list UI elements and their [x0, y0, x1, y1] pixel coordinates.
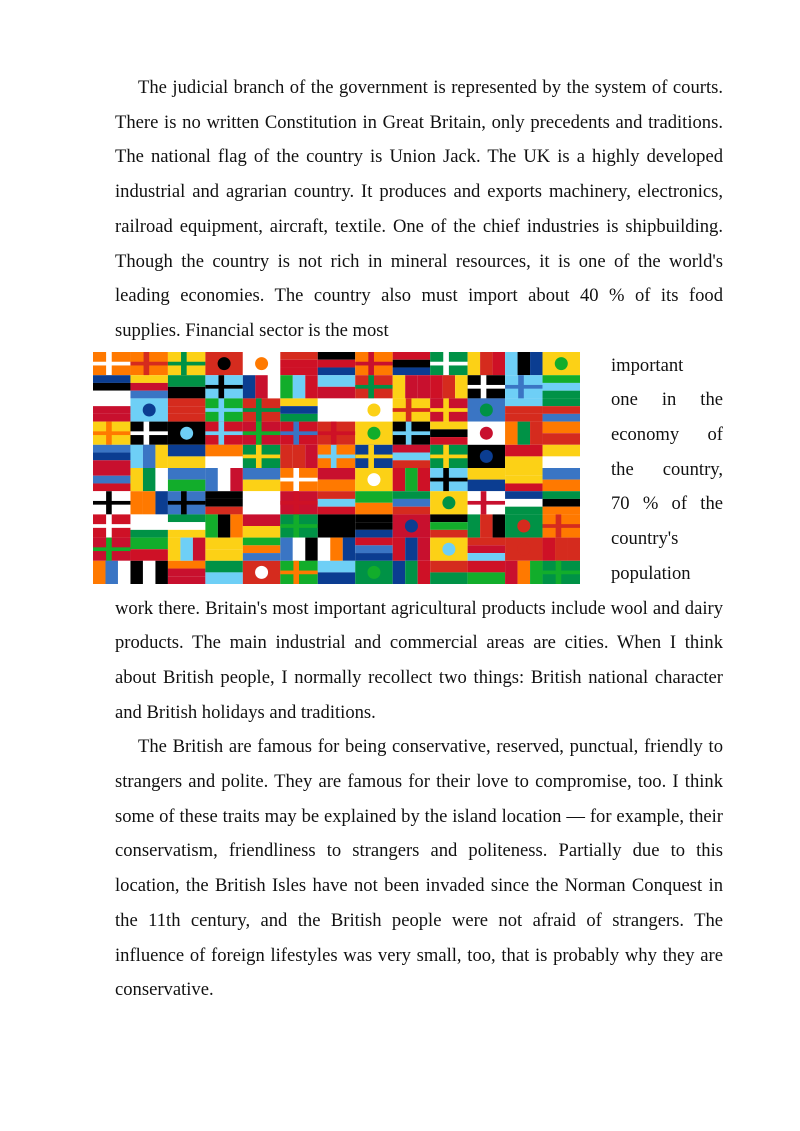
- flag-tile: [168, 560, 205, 583]
- flag-tile: [505, 352, 542, 375]
- flag-tile: [93, 421, 130, 444]
- flag-tile: [280, 421, 317, 444]
- flag-tile: [543, 537, 580, 560]
- flag-tile: [355, 352, 392, 375]
- flag-tile: [280, 491, 317, 514]
- side-line-1: important: [611, 354, 684, 376]
- flag-tile: [168, 514, 205, 537]
- flag-tile: [393, 421, 430, 444]
- flag-tile: [355, 491, 392, 514]
- flag-tile: [168, 468, 205, 491]
- side-line-5: 70 % of the: [611, 493, 723, 515]
- flag-tile: [168, 352, 205, 375]
- flag-tile: [243, 491, 280, 514]
- flag-tile: [355, 560, 392, 583]
- flag-tile: [243, 421, 280, 444]
- flag-tile: [543, 444, 580, 467]
- flag-tile: [393, 537, 430, 560]
- flag-tile: [130, 375, 167, 398]
- flag-tile: [430, 560, 467, 583]
- flag-tile: [505, 537, 542, 560]
- flag-tile: [318, 468, 355, 491]
- flag-tile: [168, 491, 205, 514]
- flag-tile: [280, 514, 317, 537]
- flag-tile: [468, 537, 505, 560]
- flag-tile: [130, 421, 167, 444]
- flag-tile: [355, 375, 392, 398]
- side-line-3: economy of: [611, 424, 723, 446]
- flag-tile: [393, 468, 430, 491]
- flag-tile: [355, 444, 392, 467]
- flag-tile: [468, 398, 505, 421]
- flag-tile: [393, 491, 430, 514]
- flag-tile: [355, 468, 392, 491]
- flag-tile: [205, 398, 242, 421]
- flag-tile: [468, 491, 505, 514]
- flag-tile: [505, 444, 542, 467]
- flag-tile: [543, 375, 580, 398]
- paragraph-2: The British are famous for being conservative, reserved, punctual, friendly to strangers and polite. They are famous for their love to compromise, too. I think some of these traits may be explained by the island location — for example, their conservatism, friendliness to strangers and politeness. Partially due to this location, the British Isles have not been invaded since the Norman Conquest in the 11th century, and the British people were not afraid of strangers. The influence of foreign lifestyles was very small, too, that is probably why they are conservative.: [115, 736, 723, 1001]
- flag-tile: [468, 444, 505, 467]
- flag-tile: [93, 514, 130, 537]
- flag-tile: [280, 375, 317, 398]
- flag-tile: [205, 491, 242, 514]
- flag-tile: [393, 560, 430, 583]
- flag-tile: [280, 468, 317, 491]
- flag-tile: [318, 398, 355, 421]
- flag-tile: [318, 514, 355, 537]
- flag-tile: [243, 398, 280, 421]
- flag-tile: [318, 375, 355, 398]
- flag-tile: [168, 444, 205, 467]
- flag-tile: [505, 514, 542, 537]
- flag-tile: [505, 491, 542, 514]
- flag-tile: [243, 352, 280, 375]
- flag-tile: [430, 491, 467, 514]
- flag-tile: [543, 491, 580, 514]
- flag-tile: [93, 560, 130, 583]
- flag-tile: [430, 352, 467, 375]
- side-line-2: one in the: [611, 389, 723, 411]
- flag-tile: [505, 468, 542, 491]
- flag-tile: [468, 560, 505, 583]
- flag-tile: [468, 375, 505, 398]
- flag-tile: [93, 444, 130, 467]
- flag-tile: [468, 352, 505, 375]
- flag-tile: [468, 514, 505, 537]
- flag-tile: [280, 398, 317, 421]
- flag-tile: [130, 537, 167, 560]
- flag-tile: [280, 537, 317, 560]
- flag-tile: [543, 421, 580, 444]
- flag-tile: [130, 468, 167, 491]
- flag-tile: [93, 537, 130, 560]
- flag-tile: [543, 468, 580, 491]
- flag-tile: [393, 514, 430, 537]
- flag-tile: [505, 421, 542, 444]
- flag-tile: [243, 537, 280, 560]
- flag-tile: [243, 444, 280, 467]
- flag-tile: [430, 375, 467, 398]
- flag-tile: [243, 514, 280, 537]
- flag-tile: [393, 444, 430, 467]
- flag-tile: [205, 352, 242, 375]
- flag-tile: [205, 444, 242, 467]
- flag-tile: [168, 398, 205, 421]
- flag-tile: [543, 560, 580, 583]
- side-line-6: country's: [611, 528, 679, 550]
- flag-tile: [318, 491, 355, 514]
- flag-tile: [130, 514, 167, 537]
- flag-tile: [505, 398, 542, 421]
- flag-tile: [243, 560, 280, 583]
- flag-tile: [543, 352, 580, 375]
- flag-tile: [130, 444, 167, 467]
- side-line-4: the country,: [611, 458, 723, 480]
- flag-tile: [280, 560, 317, 583]
- flag-tile: [168, 537, 205, 560]
- flag-tile: [93, 491, 130, 514]
- flag-tile: [505, 375, 542, 398]
- flag-tile: [468, 421, 505, 444]
- flag-tile: [168, 375, 205, 398]
- flag-tile: [130, 560, 167, 583]
- flag-tile: [243, 468, 280, 491]
- flag-tile: [355, 421, 392, 444]
- flag-tile: [280, 352, 317, 375]
- flag-tile: [205, 375, 242, 398]
- flag-tile: [430, 398, 467, 421]
- flag-tile: [543, 514, 580, 537]
- flag-tile: [205, 537, 242, 560]
- flag-tile: [505, 560, 542, 583]
- flag-tile: [205, 514, 242, 537]
- flag-tile: [93, 468, 130, 491]
- flag-tile: [318, 444, 355, 467]
- flag-tile: [168, 421, 205, 444]
- flag-tile: [430, 444, 467, 467]
- side-line-7: population: [611, 562, 691, 584]
- flag-tile: [355, 537, 392, 560]
- flags-collage-graphic: [93, 352, 580, 584]
- flag-tile: [393, 375, 430, 398]
- flag-tile: [205, 468, 242, 491]
- flag-tile: [393, 352, 430, 375]
- flag-tile: [355, 514, 392, 537]
- flag-tile: [318, 537, 355, 560]
- flag-tile: [93, 375, 130, 398]
- flag-tile: [205, 560, 242, 583]
- flag-tile: [318, 352, 355, 375]
- flag-tile: [280, 444, 317, 467]
- flag-tile: [130, 398, 167, 421]
- paragraph-1-intro: The judicial branch of the government is represented by the system of courts. There is no written Constitution in Great Britain, only precedents and traditions. The national flag of the country is Union Jack. The UK is a highly developed industrial and agrarian country. It produces and exports machinery, electronics, railroad equipment, aircraft, textile. One of the chief industries is shipbuilding. Though the country is not rich in mineral resources, it is one of the world's leading economies. The country also must import about 40 % of its food supplies. Financial sector is the most: [115, 77, 723, 341]
- flag-tile: [430, 421, 467, 444]
- flag-tile: [130, 491, 167, 514]
- flag-tile: [318, 421, 355, 444]
- flag-tile: [243, 375, 280, 398]
- flag-tile: [205, 421, 242, 444]
- flag-tile: [393, 398, 430, 421]
- flag-tile: [430, 514, 467, 537]
- flag-tile: [430, 468, 467, 491]
- document-page: [115, 71, 723, 1008]
- flag-tile: [318, 560, 355, 583]
- flag-tile: [130, 352, 167, 375]
- flag-tile: [430, 537, 467, 560]
- flag-tile: [468, 468, 505, 491]
- world-flags-image: [93, 352, 580, 584]
- paragraph-1-continuation: work there. Britain's most important agricultural products include wool and dairy products. The main industrial and commercial areas are cities. When I think about British people, I normally recollect two things: British national character and British holidays and traditions.: [115, 597, 723, 723]
- flag-tile: [93, 352, 130, 375]
- flag-tile: [93, 398, 130, 421]
- flag-tile: [543, 398, 580, 421]
- flag-tile: [355, 398, 392, 421]
